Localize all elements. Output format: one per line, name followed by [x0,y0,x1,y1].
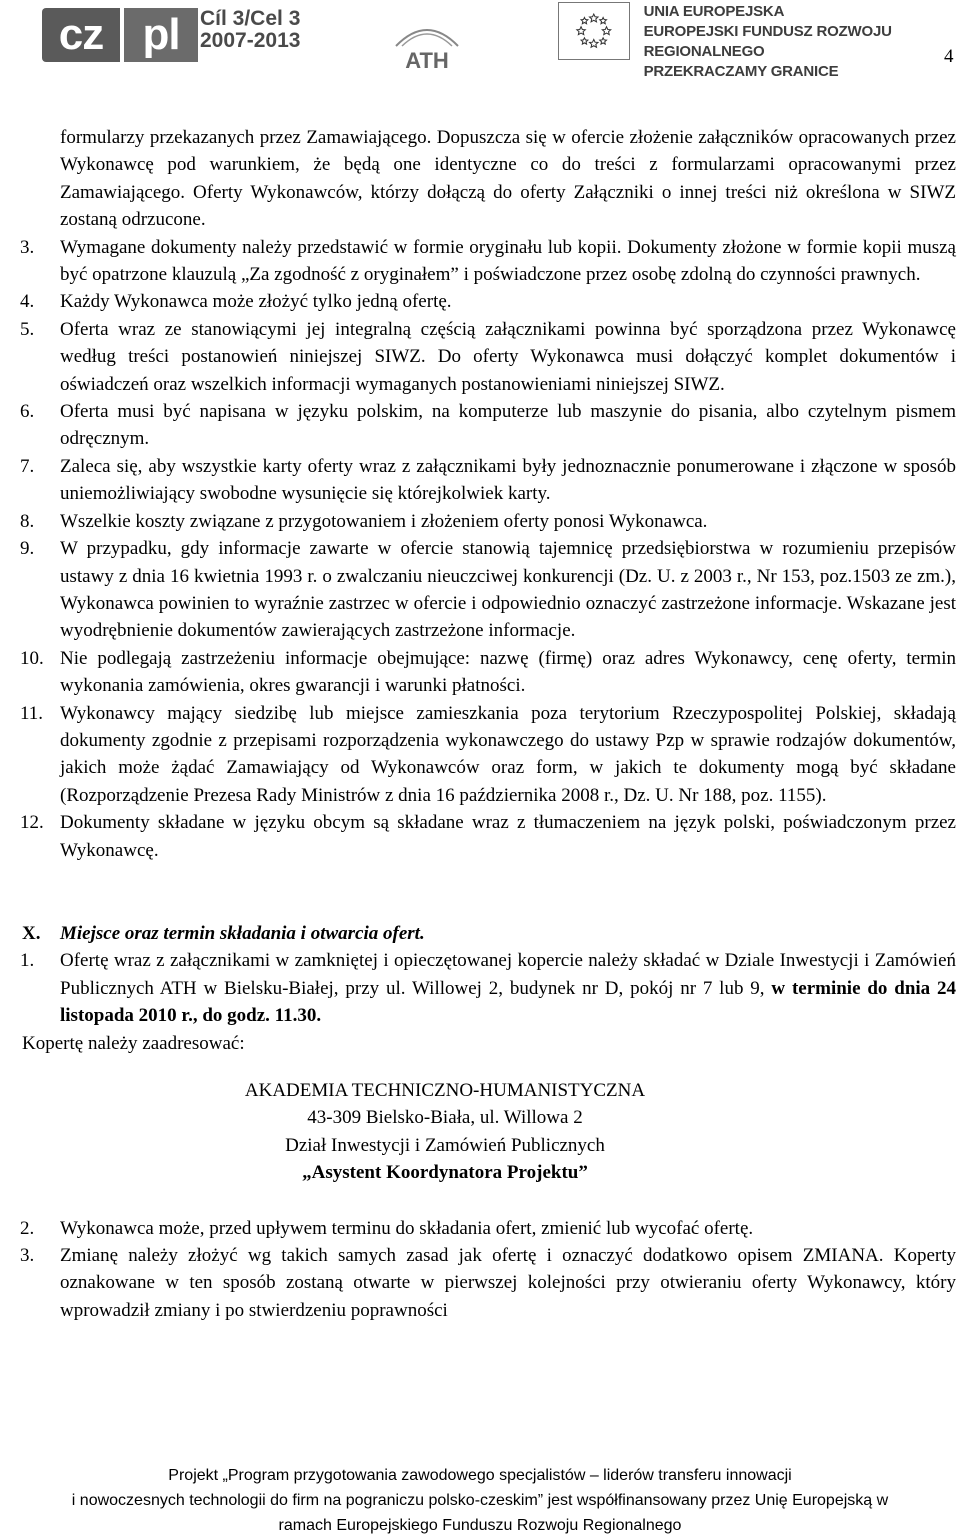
item-number: 8. [20,510,35,532]
item-number: 4. [20,291,35,313]
eu-flag-icon [558,2,630,60]
item-text [60,947,956,1029]
item-number: 12. [20,812,44,834]
item-number: 2. [20,1217,35,1239]
footer-line-3: ramach Europejskiego Funduszu Rozwoju Regionalnego [278,1517,682,1534]
eu-line-3: PRZEKRACZAMY GRANICE [643,63,839,80]
item-number: 7. [20,455,35,477]
item-text: Oferta wraz ze stanowiącymi jej integralną częścią załącznikami powinna być sporządzona przez Wykonawcę według treści postanowień niniejszej SIWZ. Do oferty Wykonawca musi dołączyć komplet dokumentów i oświadczeń oraz wszelkich informacji wymaganych postanowieniami niniejszej SIWZ. [60,318,956,395]
item-text: Wszelkie koszty związane z przygotowaniem i złożeniem oferty ponosi Wykonawca. [60,510,708,532]
item-text: Oferta musi być napisana w języku polskim, na komputerze lub maszynie do pisania, albo czytelnym pismem odręcznym. [60,401,956,450]
footer-line-2: i nowoczesnych technologii do firm na pograniczu polsko-czeskim” jest współfinansowany przez Unię Europejską w [71,1492,889,1509]
eu-logo [558,2,960,82]
item-text: Wykonawcy mający siedzibę lub miejsce zamieszkania poza terytorium Rzeczypospolitej Polskiej, składają dokumenty zgodnie z przepisami rozporządzenia wykonawczego do ustawy Pzp w sprawie rodzajów dokumentów, jakich może żądać Zamawiający od Wykonawców oraz form, w jakich te dokumenty mogą być składane (Rozporządzenie Prezesa Rady Ministrów z dnia 16 października 2008 r., Dz. U. Nr 188, poz. 1155). [60,702,956,806]
item-number: 3. [20,236,35,258]
address-intro: Kopertę należy zaadresować: [22,1032,245,1054]
item-text: Dokumenty składane w języku obcym są składane wraz z tłumaczeniem na język polski, poświadczonym przez Wykonawcę. [60,812,956,861]
eu-logo-text [644,2,960,82]
item-number: 6. [20,401,35,423]
eu-line-1: UNIA EUROPEJSKA [643,3,785,20]
list-item [0,453,956,508]
address-line-2: 43-309 Bielsko-Biała, ul. Willowa 2 [307,1107,583,1129]
list-item [0,809,956,864]
item-text-plain: Ofertę wraz z załącznikami w zamkniętej i opieczętowanej kopercie należy składać w Dziale Inwestycji i Zamówień Publicznych ATH w Bielsku-Białej, przy ul. Willowej 2, budynek nr D, pokój nr 7 lub 9, [60,950,956,999]
list-item [0,316,956,398]
cil-cel-title: Cíl 3/Cel 3 [200,7,301,30]
requirements-list [0,234,960,864]
item-text: Każdy Wykonawca może złożyć tylko jedną ofertę. [60,291,452,313]
czpl-logo [42,8,198,62]
item-number: 9. [20,538,35,560]
address-line-1: AKADEMIA TECHNICZNO-HUMANISTYCZNA [244,1080,646,1101]
item-text: Nie podlegają zastrzeżeniu informacje obejmujące: nazwę (firmę) oraz adres Wykonawcy, cenę oferty, termin wykonania zamówienia, okres gwarancji i warunki płatności. [60,647,956,697]
item-text: Zmianę należy złożyć wg takich samych zasad jak ofertę i oznaczyć dodatkowo opisem ZMIANA. Koperty oznakowane w ten sposób zostaną otwarte w pierwszej kolejności przy otwieraniu oferty Wykonawcy, który wprowadził zmiany i po stwierdzeniu poprawności [60,1245,956,1321]
intro-paragraph: formularzy przekazanych przez Zamawiającego. Dopuszcza się w ofercie złożenie załączników opracowanych przez Wykonawcę pod warunkiem, że będą one identyczne co do treści z formularzami opracowanymi przez Zamawiającego. Oferty Wykonawców, którzy dołączą do oferty Załączniki o innej treści niż określona w SIWZ zostaną odrzucone. [60,127,956,231]
address-line-4: „Asystent Koordynatora Projektu” [302,1162,588,1184]
item-text: Wykonawca może, przed upływem terminu do składania ofert, zmienić lub wycofać ofertę. [60,1217,754,1239]
deadline-text: w terminie do dnia 24 listopada 2010 r., do godz. 11.30. [60,977,957,1027]
cil-cel-logo [200,8,300,52]
address-block [0,1077,960,1187]
item-number: 11. [20,702,44,724]
page-footer [0,1463,960,1538]
list-item [0,535,956,645]
cil-cel-years: 2007-2013 [200,29,301,52]
item-number: 5. [20,318,35,340]
list-item [0,234,956,289]
list-item [0,1242,956,1324]
footer-line-1: Projekt „Program przygotowania zawodowego specjalistów – liderów transferu innowacji [168,1467,792,1484]
item-number: 1. [20,950,35,972]
list-item [0,947,956,1029]
ath-logo-icon [392,6,462,76]
ath-logo-text: ATH [405,48,449,73]
list-item [0,398,956,453]
address-line-3: Dział Inwestycji i Zamówień Publicznych [285,1134,605,1156]
item-number: 10. [20,647,44,669]
list-item [0,288,956,315]
list-item [0,508,956,535]
czpl-logo-pl: pl [124,8,198,62]
list-item [0,1215,956,1242]
eu-line-2: EUROPEJSKI FUNDUSZ ROZWOJU REGIONALNEGO [643,23,892,60]
item-number: 3. [20,1245,35,1267]
item-text: Zaleca się, aby wszystkie karty oferty wraz z załącznikami były jednoznacznie ponumerowane i złączone w sposób uniemożliwiający swobodne wysunięcie się którejkolwiek karty. [60,455,956,505]
section-heading [0,920,956,947]
czpl-logo-cz: cz [42,8,120,62]
section-number: X. [22,922,41,944]
list-item [0,700,956,810]
item-text: W przypadku, gdy informacje zawarte w ofercie stanowią tajemnicę przedsiębiorstwa w rozumieniu przepisów ustawy z dnia 16 kwietnia 1993 r. o zwalczaniu nieuczciwej konkurencji (Dz. U. z 2003 r., Nr 153, poz.1503 ze zm.), Wykonawca powinien to wyraźnie zastrzec w ofercie i odpowiednio oznaczyć zastrzeżone informacje. Wskazane jest wyodrębnienie dokumentów zawierających zastrzeżone informacje. [60,538,956,642]
list-item [0,645,956,700]
page-number: 4 [944,46,954,67]
document-body [0,124,960,1324]
page-header [0,0,960,84]
section-title: Miejsce oraz termin składania i otwarcia ofert. [60,922,425,944]
item-text: Wymagane dokumenty należy przedstawić w formie oryginału lub kopii. Dokumenty złożone w formie kopii muszą być opatrzone klauzulą „Za zgodność z oryginałem” i poświadczone przez osobę zdolną do czynności prawnych. [60,236,956,286]
